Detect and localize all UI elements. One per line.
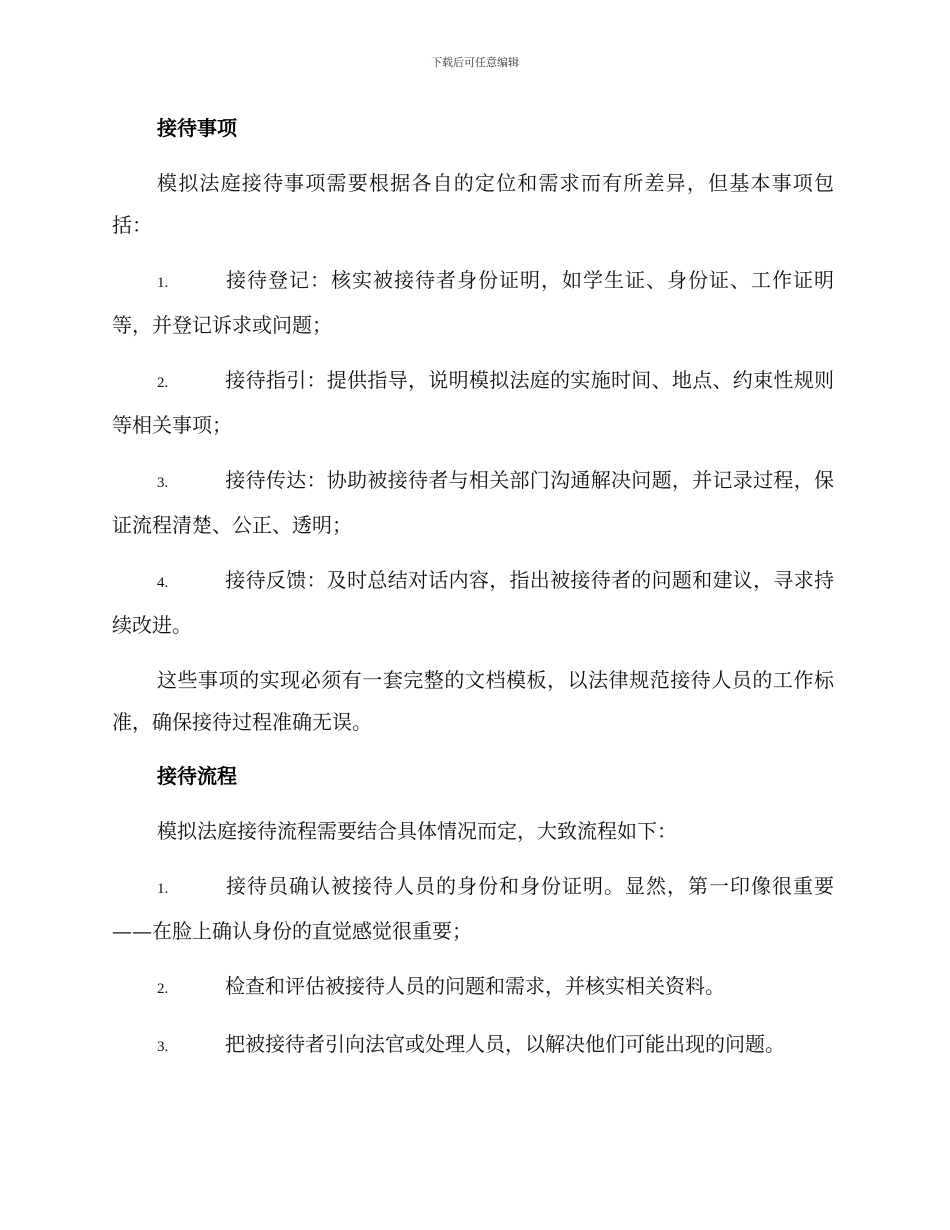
list-item-text: 检查和评估被接待人员的问题和需求，并核实相关资料。 [225, 974, 725, 998]
section2-intro-paragraph: 模拟法庭接待流程需要结合具体情况而定，大致流程如下： [157, 819, 677, 843]
list-item-number: 2. [157, 981, 169, 997]
list-item [112, 259, 834, 346]
list-item-number: 2. [157, 375, 169, 391]
document-body [112, 108, 834, 1081]
section-heading-reception-process: 接待流程 [157, 764, 237, 788]
list-item [112, 459, 834, 546]
list-item-text: 接待登记：核实被接待者身份证明，如学生证、身份证、工作证明等，并登记诉求或问题； [112, 268, 834, 337]
list-item-text: 接待传达：协助被接待者与相关部门沟通解决问题，并记录过程，保证流程清楚、公正、透明； [112, 468, 834, 537]
section1-closing-paragraph: 这些事项的实现必须有一套完整的文档模板，以法律规范接待人员的工作标准，确保接待过程准确无误。 [112, 668, 834, 734]
list-item-number: 3. [157, 475, 169, 491]
list-item-text: 接待反馈：及时总结对话内容，指出被接待者的问题和建议，寻求持续改进。 [112, 568, 834, 637]
page-header: 下载后可任意编辑 [431, 56, 519, 69]
list-item [112, 965, 834, 1010]
list-item-text: 接待员确认被接待人员的身份和身份证明。显然，第一印像很重要——在脸上确认身份的直觉感觉很重要； [112, 874, 834, 943]
list-item-number: 3. [157, 1039, 169, 1055]
list-item-text: 把被接待者引向法官或处理人员，以解决他们可能出现的问题。 [225, 1032, 785, 1056]
list-item [112, 1023, 834, 1068]
section1-intro-paragraph: 模拟法庭接待事项需要根据各自的定位和需求而有所差异，但基本事项包括： [112, 171, 834, 237]
list-item-number: 4. [157, 575, 169, 591]
list-item-text: 接待指引：提供指导，说明模拟法庭的实施时间、地点、约束性规则等相关事项； [112, 368, 834, 437]
list-item-number: 1. [157, 881, 169, 897]
list-item [112, 559, 834, 646]
list-item [112, 865, 834, 952]
list-item-number: 1. [157, 275, 169, 291]
list-item [112, 359, 834, 446]
section-heading-reception-items: 接待事项 [157, 116, 237, 140]
